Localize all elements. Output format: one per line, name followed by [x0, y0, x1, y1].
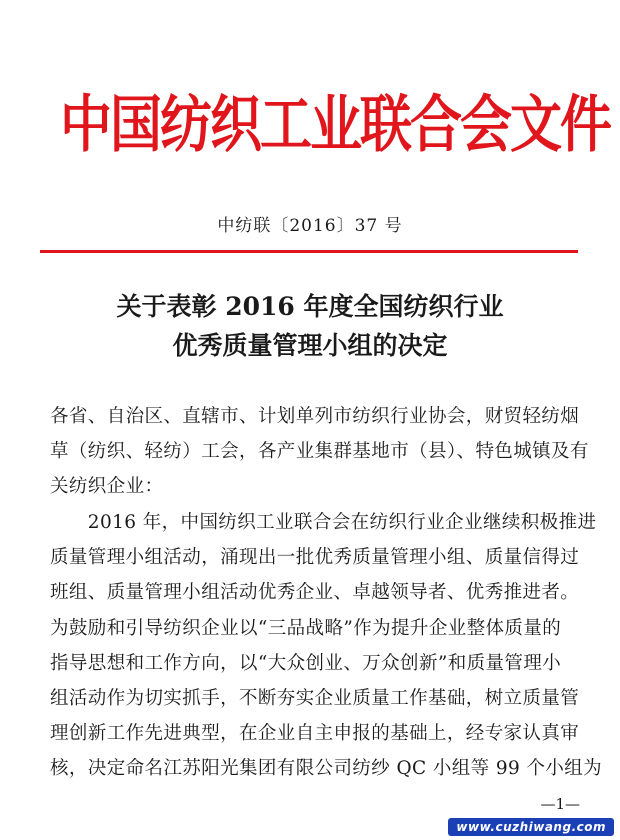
page-number: —1—: [540, 795, 580, 813]
body-line: 理创新工作先进典型，在企业自主申报的基础上，经专家认真审: [50, 723, 580, 744]
site-watermark: www.cuzhiwang.com: [448, 818, 614, 836]
body-line: 关纺织企业：: [50, 476, 164, 497]
body-line: 各省、自治区、直辖市、计划单列市纺织行业协会，财贸轻纺烟: [50, 406, 580, 427]
body-line: 为鼓励和引导纺织企业以“三品战略”作为提升企业整体质量的: [50, 618, 562, 639]
body-line: 2016 年，中国纺织工业联合会在纺织行业企业继续积极推进: [50, 512, 597, 533]
body-line: 质量管理小组活动，涌现出一批优秀质量管理小组、质量信得过: [50, 547, 580, 568]
red-divider-line: [40, 250, 578, 253]
body-line: 组活动作为切实抓手，不断夯实企业质量工作基础，树立质量管: [50, 688, 580, 709]
document-number: 中纺联〔2016〕37 号: [217, 216, 403, 236]
document-masthead: 中国纺织工业联合会文件: [60, 88, 611, 161]
body-line: 草（纺织、轻纺）工会，各产业集群基地市（县）、特色城镇及有: [50, 441, 589, 462]
body-line: 指导思想和工作方向，以“大众创业、万众创新”和质量管理小: [50, 653, 562, 674]
document-title-line-1: 关于表彰 2016 年度全国纺织行业: [116, 292, 504, 321]
document-title-line-2: 优秀质量管理小组的决定: [172, 331, 448, 360]
body-line: 班组、质量管理小组活动优秀企业、卓越领导者、优秀推进者。: [50, 582, 580, 603]
body-line: 核，决定命名江苏阳光集团有限公司纺纱 QC 小组等 99 个小组为: [50, 758, 603, 779]
